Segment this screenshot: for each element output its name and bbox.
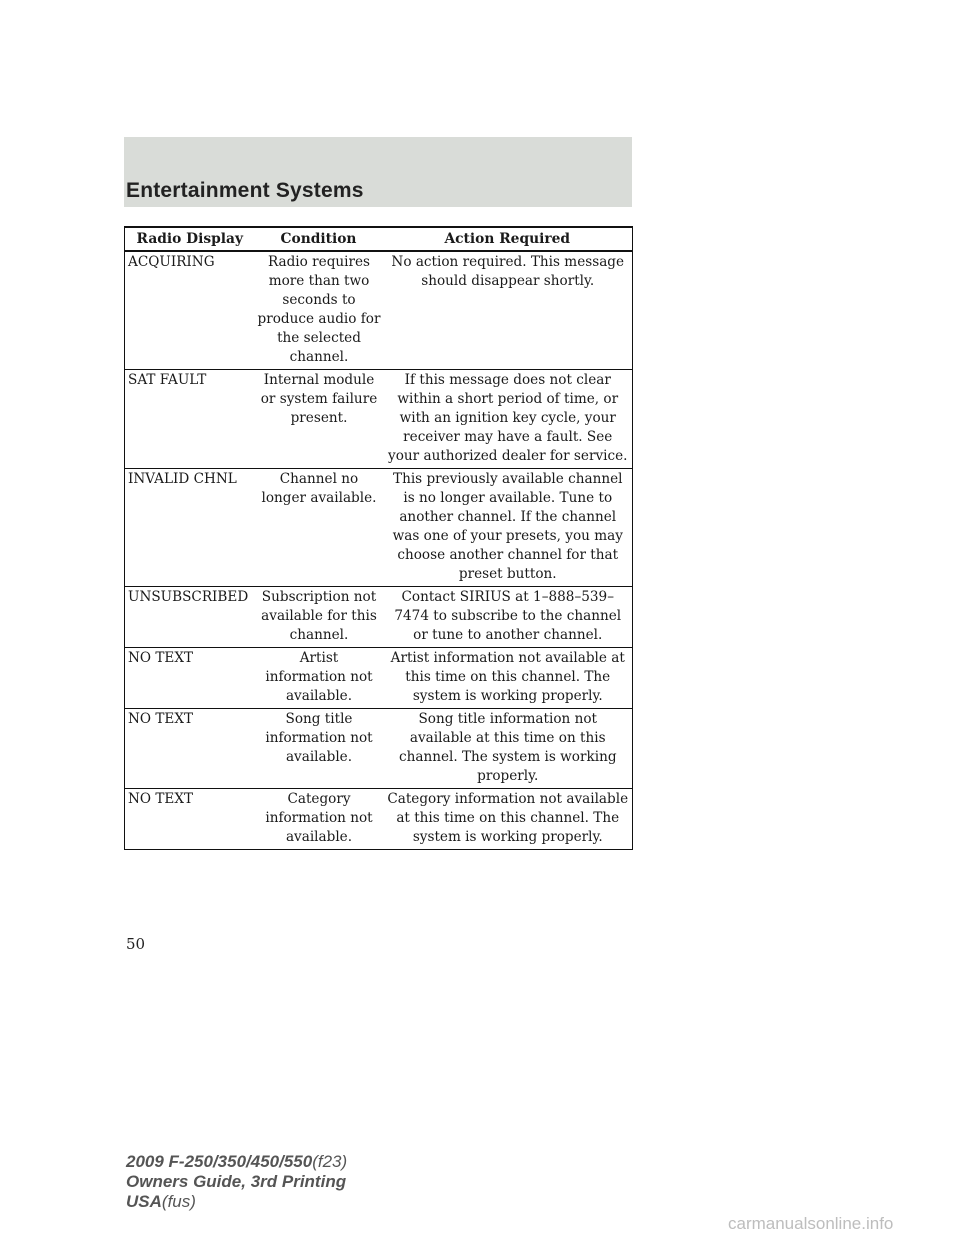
table-row xyxy=(125,709,633,789)
condition-cell: Radio requires more than two seconds to produce audio for the selected channel. xyxy=(255,251,383,370)
condition-cell: Category information not available. xyxy=(255,789,383,850)
page-number: 50 xyxy=(126,935,146,953)
table-row xyxy=(125,789,633,850)
table-row xyxy=(125,370,633,469)
radio-display-cell: SAT FAULT xyxy=(125,370,255,469)
table-row xyxy=(125,648,633,709)
table-row xyxy=(125,251,633,370)
radio-display-cell: NO TEXT xyxy=(125,709,255,789)
footer-model-code: (f23) xyxy=(312,1152,348,1171)
column-header-radio-display: Radio Display xyxy=(125,227,255,251)
action-cell: If this message does not clear within a short period of time, or with an ignition key cycle, your receiver may have a fault. See your authorized dealer for service. xyxy=(383,370,633,469)
table-header-row xyxy=(125,227,633,251)
footer-model: 2009 F-250/350/450/550 xyxy=(126,1152,313,1171)
column-header-condition: Condition xyxy=(255,227,383,251)
footer-line-guide: Owners Guide, 3rd Printing xyxy=(126,1172,347,1191)
column-header-action-required: Action Required xyxy=(383,227,633,251)
footer-region-code: (fus) xyxy=(161,1192,196,1211)
radio-display-cell: NO TEXT xyxy=(125,789,255,850)
action-cell: Category information not available at this time on this channel. The system is working properly. xyxy=(383,789,633,850)
watermark-text: carmanualsonline.info xyxy=(728,1214,894,1233)
table-row xyxy=(125,469,633,587)
radio-display-cell: INVALID CHNL xyxy=(125,469,255,587)
action-cell: Artist information not available at this time on this channel. The system is working properly. xyxy=(383,648,633,709)
action-cell: This previously available channel is no longer available. Tune to another channel. If the channel was one of your presets, you may choose another channel for that preset button. xyxy=(383,469,633,587)
condition-cell: Channel no longer available. xyxy=(255,469,383,587)
document-footer xyxy=(126,1152,347,1212)
radio-display-cell: UNSUBSCRIBED xyxy=(125,587,255,648)
action-cell: Song title information not available at this time on this channel. The system is working properly. xyxy=(383,709,633,789)
radio-display-cell: ACQUIRING xyxy=(125,251,255,370)
table-row xyxy=(125,587,633,648)
footer-region: USA xyxy=(126,1192,162,1211)
condition-cell: Song title information not available. xyxy=(255,709,383,789)
footer-line-region xyxy=(126,1192,347,1212)
condition-cell: Subscription not available for this channel. xyxy=(255,587,383,648)
footer-line-model xyxy=(126,1152,347,1172)
section-title: Entertainment Systems xyxy=(126,179,364,202)
condition-cell: Artist information not available. xyxy=(255,648,383,709)
radio-display-cell: NO TEXT xyxy=(125,648,255,709)
condition-cell: Internal module or system failure present. xyxy=(255,370,383,469)
action-cell: No action required. This message should disappear shortly. xyxy=(383,251,633,370)
action-cell: Contact SIRIUS at 1–888–539–7474 to subscribe to the channel or tune to another channel. xyxy=(383,587,633,648)
radio-display-table xyxy=(124,226,633,850)
